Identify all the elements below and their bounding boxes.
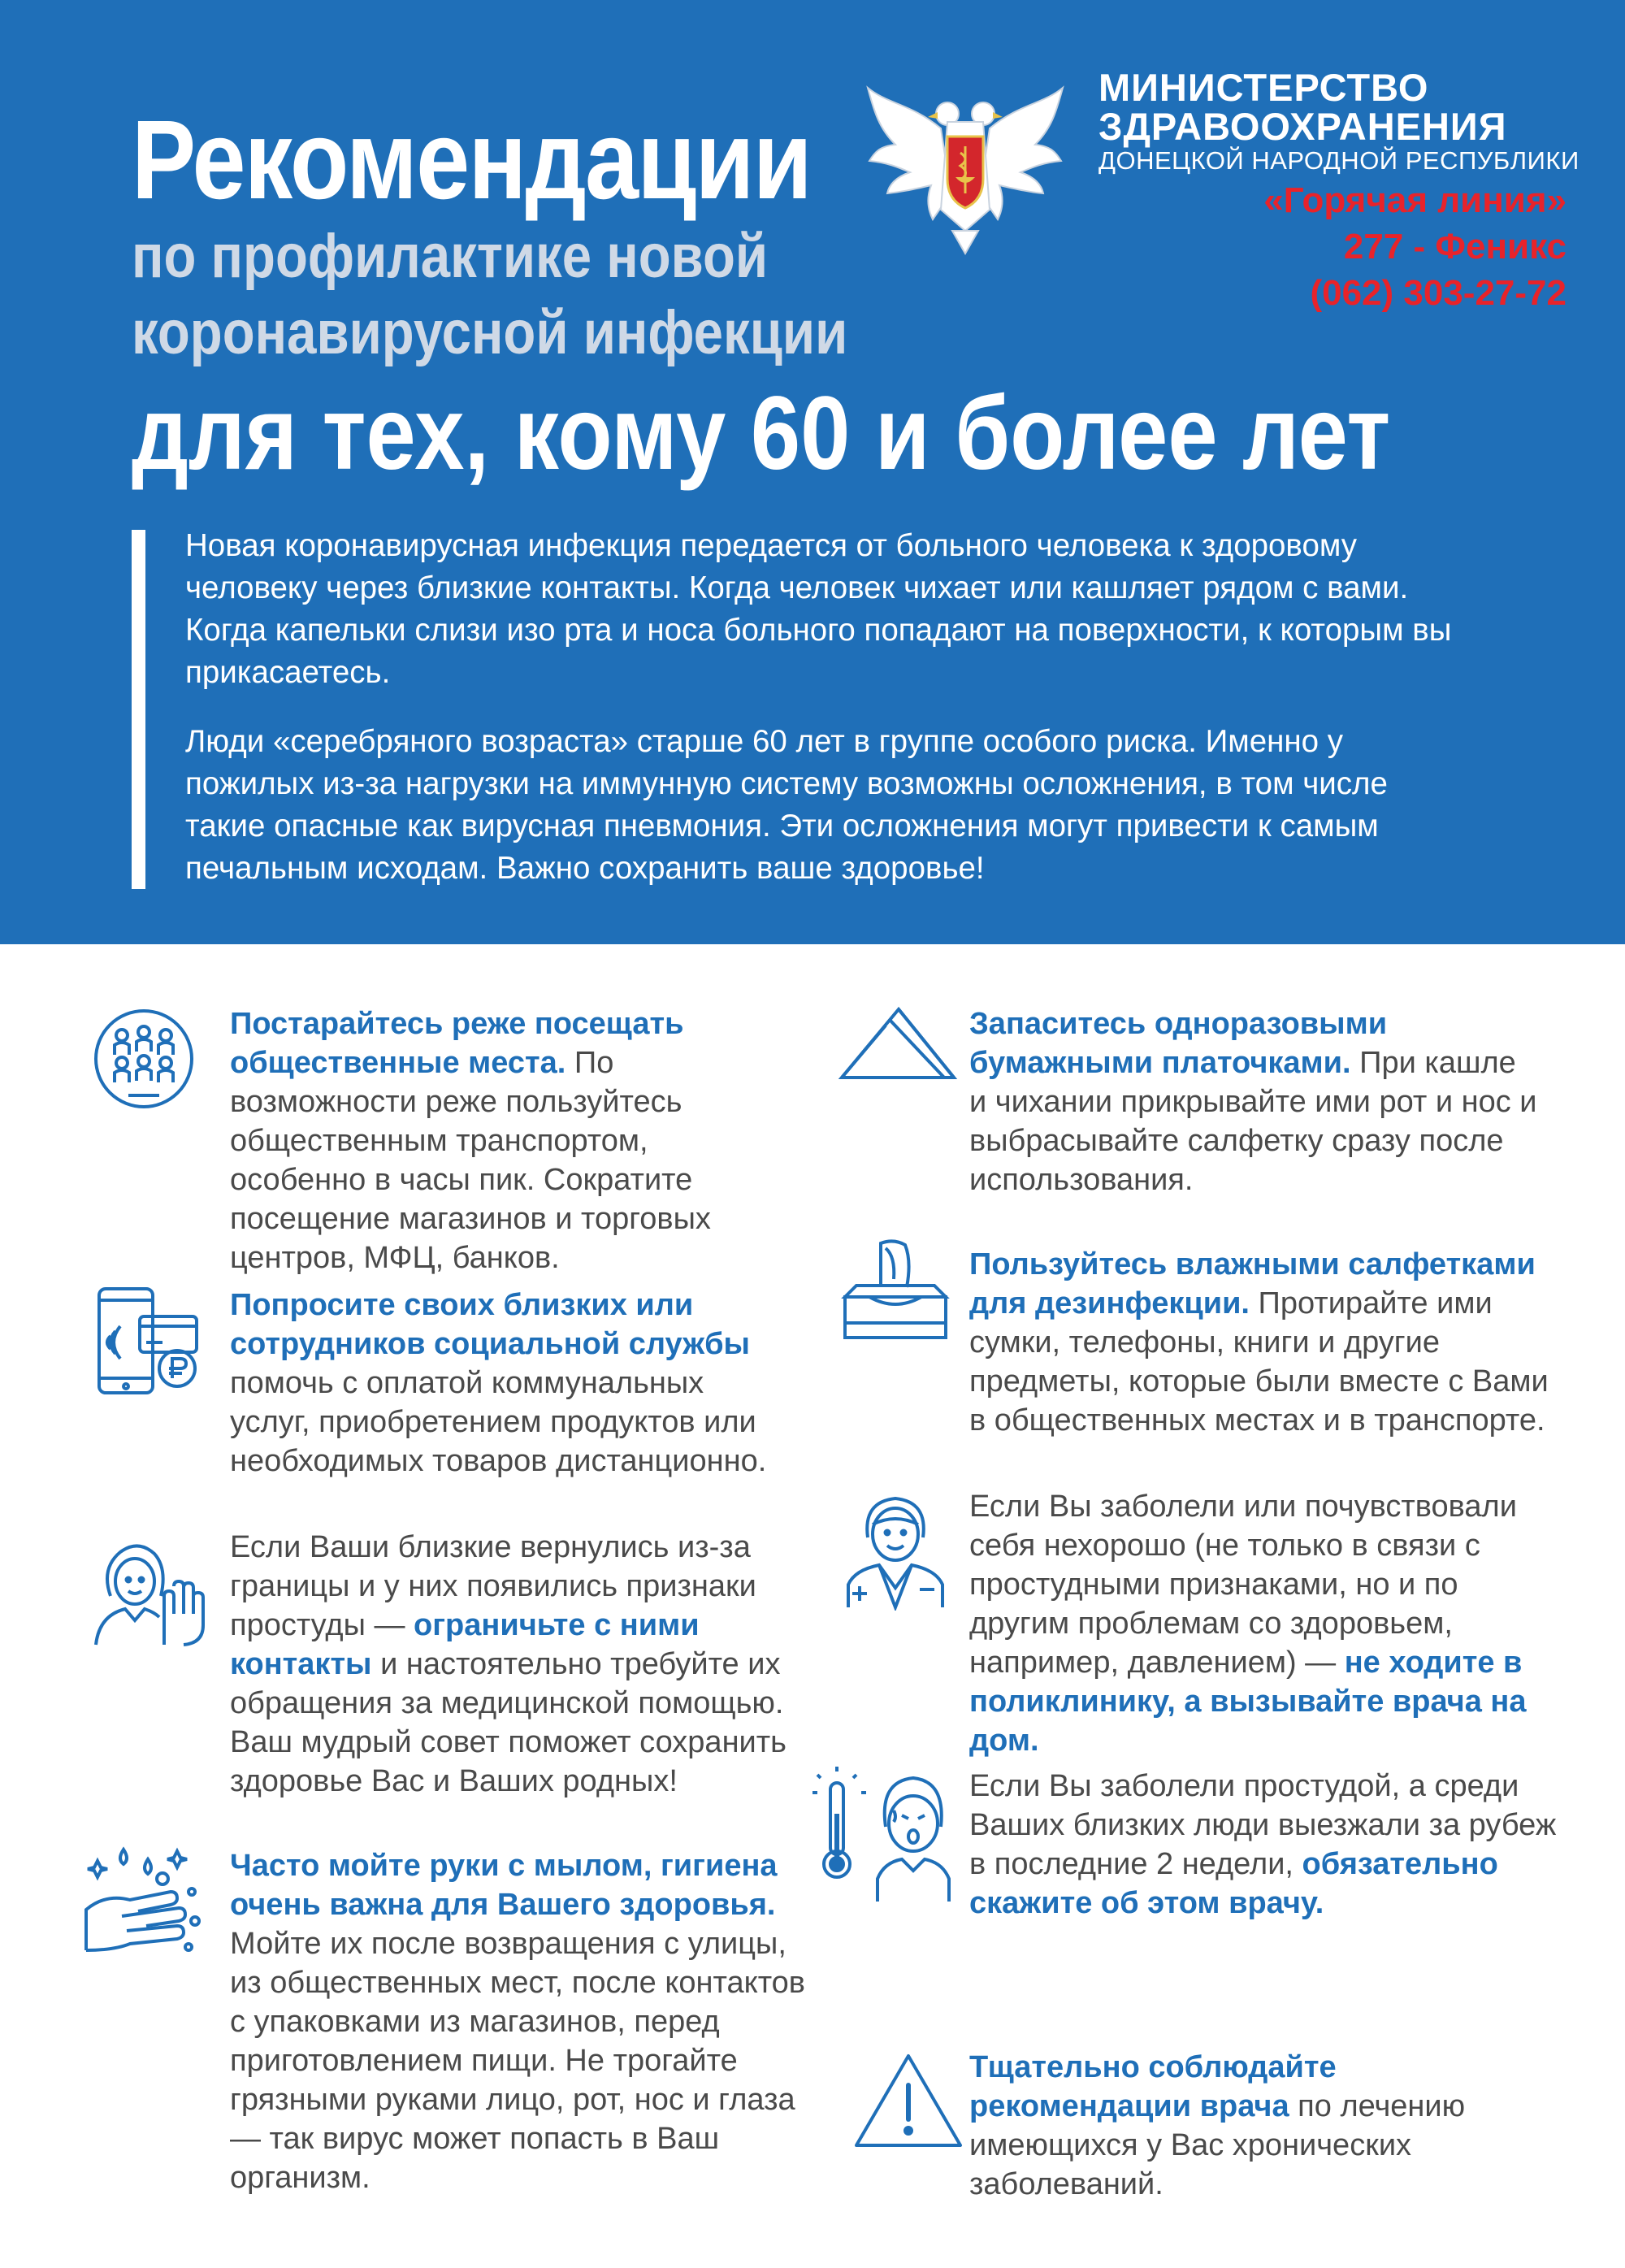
advice-text [969, 2048, 1538, 2204]
ministry-name-line-1: МИНИСТЕРСТВО [1098, 66, 1429, 109]
advice-pre: Если Вы заболели или почувствовали себя нехорошо (не только в связи с простудными признаками, но и по другим проблемам со здоровьем, например, давлением) — [969, 1490, 1517, 1680]
advice-bold: Попросите своих близких или сотрудников социальной службы [230, 1288, 751, 1361]
advice-bold: обязательно скажите об этом врачу. [969, 1847, 1498, 1920]
intro-accent-bar [132, 530, 145, 889]
advice-text [969, 1767, 1562, 1923]
advice-text [969, 1245, 1562, 1440]
advice-text [969, 1487, 1562, 1760]
advice-bold: Запаситесь одноразовыми бумажными платочками. [969, 1007, 1388, 1080]
mobile-payment-icon [93, 1284, 206, 1398]
header-banner [0, 0, 1625, 944]
subtitle-line-1: по профилактике новой [132, 222, 769, 291]
page-title: Рекомендации [132, 98, 812, 223]
intro-paragraph-1: Новая коронавирусная инфекция передается от больного человека к здоровому человеку через близкие контакты. Когда человек чихает или кашляет рядом с вами. Когда капельки слизи изо рта и носа больного попадают на поверхности, к которым вы прикасаетесь. [185, 528, 1452, 690]
advice-text [969, 1004, 1538, 1199]
target-audience-title: для тех, кому 60 и более лет [132, 375, 1391, 492]
hand-washing-icon [81, 1843, 203, 1965]
advice-body: Протирайте ими сумки, телефоны, книги и другие предметы, которые были вместе с Вами в общественных местах и в транспорте. [969, 1286, 1549, 1438]
hotline-label: «Горячая линия» [1263, 180, 1566, 220]
intro-paragraph-2: Люди «серебряного возраста» старше 60 лет в группе особого риска. Именно у пожилых из-за нагрузки на иммунную систему возможны осложнения, в том числе такие опасные как вирусная пневмония. Эти осложнения могут привести к самым печальным исходам. Важно сохранить ваше здоровье! [185, 724, 1388, 886]
advice-bold: Постарайтесь реже посещать общественные места. [230, 1007, 684, 1080]
advice-text [230, 1846, 815, 2197]
advice-bold: Часто мойте руки с мылом, гигиена очень важна для Вашего здоровья. [230, 1849, 778, 1922]
stop-hand-woman-icon [93, 1536, 206, 1650]
advice-bold: Пользуйтесь влажными салфетками для дезинфекции. [969, 1247, 1536, 1320]
advice-pre: Если Вы заболели простудой, а среди Ваших близких люди выезжали за рубеж в последние 2 недели, [969, 1769, 1557, 1881]
wet-wipes-box-icon [837, 1237, 954, 1342]
advice-body: Мойте их после возвращения с улицы, из общественных мест, после контактов с упаковками из магазинов, перед приготовлением пищи. Не трогайте грязными руками лицо, рот, нос и глаза — так вирус может попасть в Ваш организм. [230, 1927, 805, 2195]
warning-triangle-icon [852, 2051, 965, 2152]
fever-thermometer-icon [812, 1765, 952, 1903]
hotline-short-number[interactable]: 277 - Феникс [1343, 227, 1566, 267]
advice-body: по лечению имеющихся у Вас хронических заболеваний. [969, 2089, 1466, 2201]
tissue-napkin-icon [837, 1003, 959, 1084]
doctor-icon [843, 1489, 949, 1611]
crowd-icon [93, 1008, 195, 1110]
advice-bold: ограничьте с ними контакты [230, 1608, 700, 1681]
advice-bold: Тщательно соблюдайте рекомендации врача [969, 2050, 1337, 2123]
coat-of-arms-eagle-icon [863, 72, 1068, 255]
advice-text [230, 1004, 782, 1277]
ministry-name-line-3: ДОНЕЦКОЙ НАРОДНОЙ РЕСПУБЛИКИ [1098, 146, 1580, 175]
ministry-name-line-2: ЗДРАВООХРАНЕНИЯ [1098, 105, 1507, 148]
advice-body: По возможности реже пользуйтесь общественным транспортом, особенно в часы пик. Сократите посещение магазинов и торговых центров, МФЦ, банков. [230, 1046, 711, 1275]
advice-body: и настоятельно требуйте их обращения за медицинской помощью. Ваш мудрый совет поможет сохранить здоровье Вас и Ваших родных! [230, 1647, 786, 1798]
advice-body: помочь с оплатой коммунальных услуг, приобретением продуктов или необходимых товаров дистанционно. [230, 1366, 767, 1478]
advice-pre: Если Ваши близкие вернулись из-за границы и у них появились признаки простуды — [230, 1530, 756, 1642]
advice-text [230, 1528, 799, 1801]
subtitle-line-2: коронавирусной инфекции [132, 298, 848, 367]
advice-text [230, 1286, 782, 1481]
advice-body: При кашле и чихании прикрывайте ими рот и нос и выбрасывайте салфетку сразу после использования. [969, 1046, 1537, 1197]
advice-bold: не ходите в поликлинику, а вызывайте врача на дом. [969, 1646, 1527, 1758]
hotline-phone[interactable]: (062) 303-27-72 [1310, 273, 1566, 313]
